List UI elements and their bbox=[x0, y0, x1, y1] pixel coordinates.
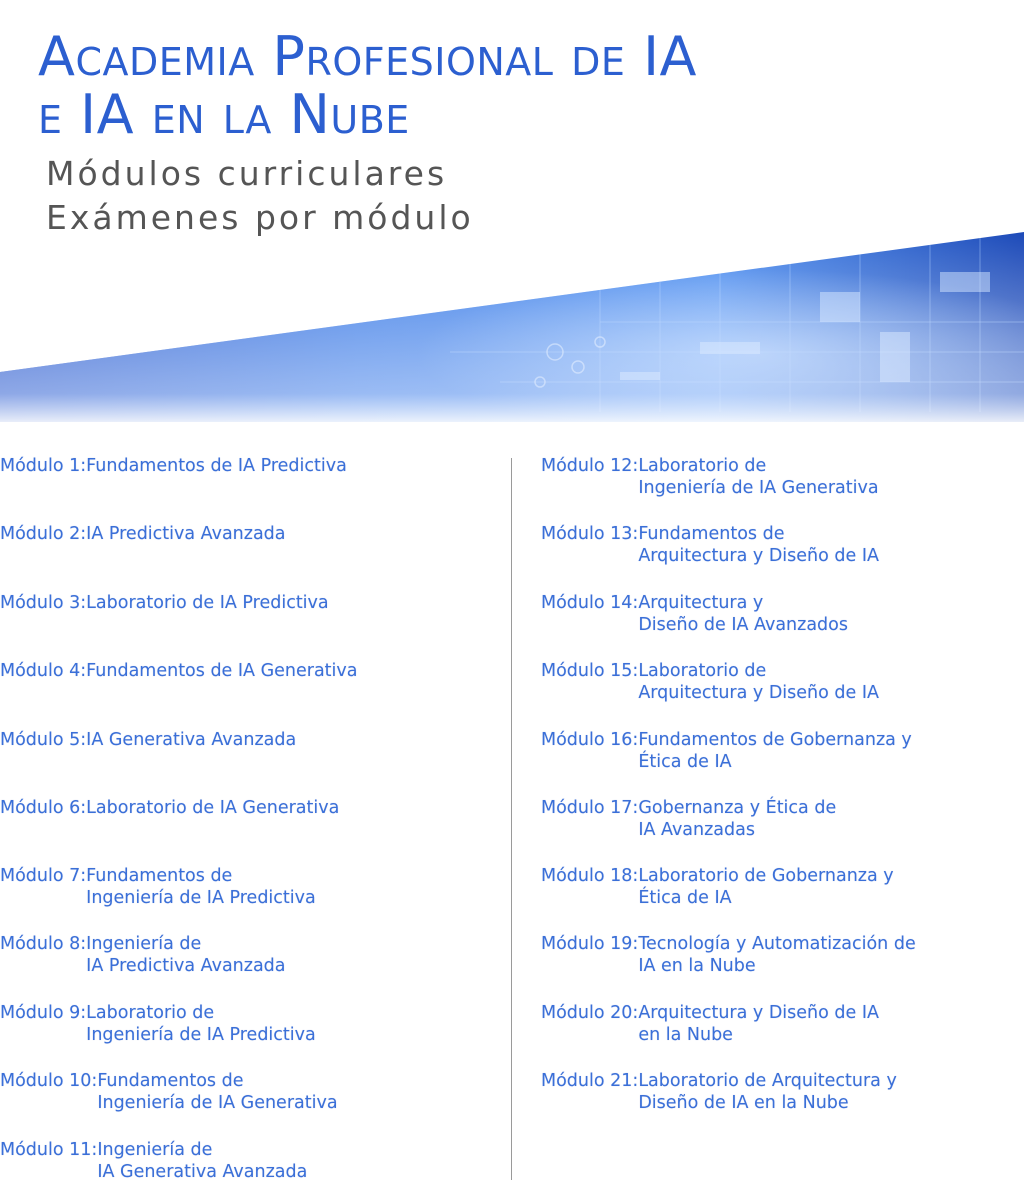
module-title: Ingeniería de IA Predictiva Avanzada bbox=[86, 934, 286, 976]
module-item bbox=[541, 729, 912, 773]
module-item bbox=[0, 865, 316, 909]
module-item bbox=[541, 797, 836, 841]
module-title: Fundamentos de Arquitectura y Diseño de IA bbox=[638, 524, 879, 566]
module-item bbox=[0, 797, 339, 819]
module-item bbox=[0, 729, 296, 751]
module-title: Laboratorio de Arquitectura y Diseño de IA en la Nube bbox=[638, 1071, 897, 1113]
module-number: Módulo 21: bbox=[541, 1071, 639, 1091]
module-item bbox=[541, 1002, 879, 1046]
module-title: Fundamentos de IA Predictiva bbox=[86, 456, 347, 476]
module-item bbox=[0, 1139, 307, 1183]
subtitle-line-2: Exámenes por módulo bbox=[46, 198, 474, 237]
module-item bbox=[0, 660, 358, 682]
module-item bbox=[0, 455, 347, 477]
module-item bbox=[541, 455, 879, 499]
module-title: IA Predictiva Avanzada bbox=[86, 524, 286, 544]
subtitle-line-1: Módulos curriculares bbox=[46, 154, 448, 193]
module-title: Fundamentos de Ingeniería de IA Generativa bbox=[97, 1071, 338, 1113]
module-item bbox=[0, 1070, 338, 1114]
module-item bbox=[0, 523, 286, 545]
module-number: Módulo 5: bbox=[0, 730, 87, 750]
tech-banner-image bbox=[0, 232, 1024, 422]
module-number: Módulo 13: bbox=[541, 524, 639, 544]
module-item bbox=[541, 933, 916, 977]
module-number: Módulo 7: bbox=[0, 866, 87, 886]
module-title: Laboratorio de Arquitectura y Diseño de IA bbox=[638, 661, 879, 703]
module-number: Módulo 8: bbox=[0, 934, 87, 954]
column-divider bbox=[511, 458, 512, 1180]
module-number: Módulo 2: bbox=[0, 524, 87, 544]
title-line-1: Academia Profesional de IA bbox=[38, 25, 697, 88]
module-number: Módulo 12: bbox=[541, 456, 639, 476]
module-item bbox=[541, 865, 894, 909]
module-number: Módulo 15: bbox=[541, 661, 639, 681]
module-title: Laboratorio de IA Generativa bbox=[86, 798, 340, 818]
module-number: Módulo 1: bbox=[0, 456, 87, 476]
module-title: Laboratorio de Gobernanza y Ética de IA bbox=[638, 866, 894, 908]
module-number: Módulo 18: bbox=[541, 866, 639, 886]
module-title: Fundamentos de Ingeniería de IA Predictiva bbox=[86, 866, 316, 908]
module-title: Fundamentos de IA Generativa bbox=[86, 661, 358, 681]
module-title: Tecnología y Automatización de IA en la Nube bbox=[638, 934, 916, 976]
module-item bbox=[0, 592, 329, 614]
module-number: Módulo 17: bbox=[541, 798, 639, 818]
module-number: Módulo 11: bbox=[0, 1140, 98, 1160]
module-title: Laboratorio de Ingeniería de IA Predictiva bbox=[86, 1003, 316, 1045]
module-number: Módulo 6: bbox=[0, 798, 87, 818]
module-number: Módulo 19: bbox=[541, 934, 639, 954]
module-item bbox=[541, 660, 879, 704]
module-title: Arquitectura y Diseño de IA Avanzados bbox=[638, 593, 848, 635]
module-item bbox=[541, 1070, 897, 1114]
title-line-2: e IA en la Nube bbox=[38, 83, 410, 146]
module-number: Módulo 3: bbox=[0, 593, 87, 613]
module-number: Módulo 14: bbox=[541, 593, 639, 613]
module-number: Módulo 9: bbox=[0, 1003, 87, 1023]
module-title: Fundamentos de Gobernanza y Ética de IA bbox=[638, 730, 912, 772]
module-title: Ingeniería de IA Generativa Avanzada bbox=[97, 1140, 308, 1182]
module-item bbox=[541, 523, 879, 567]
module-item bbox=[0, 933, 286, 977]
module-item bbox=[541, 592, 848, 636]
module-title: IA Generativa Avanzada bbox=[86, 730, 297, 750]
module-title: Laboratorio de IA Predictiva bbox=[86, 593, 329, 613]
module-item bbox=[0, 1002, 316, 1046]
module-title: Laboratorio de Ingeniería de IA Generativa bbox=[638, 456, 879, 498]
page-title bbox=[38, 25, 697, 146]
page-subtitle bbox=[46, 152, 474, 240]
module-number: Módulo 20: bbox=[541, 1003, 639, 1023]
module-title: Arquitectura y Diseño de IA en la Nube bbox=[638, 1003, 879, 1045]
module-number: Módulo 10: bbox=[0, 1071, 98, 1091]
module-title: Gobernanza y Ética de IA Avanzadas bbox=[638, 798, 837, 840]
module-number: Módulo 16: bbox=[541, 730, 639, 750]
module-number: Módulo 4: bbox=[0, 661, 87, 681]
